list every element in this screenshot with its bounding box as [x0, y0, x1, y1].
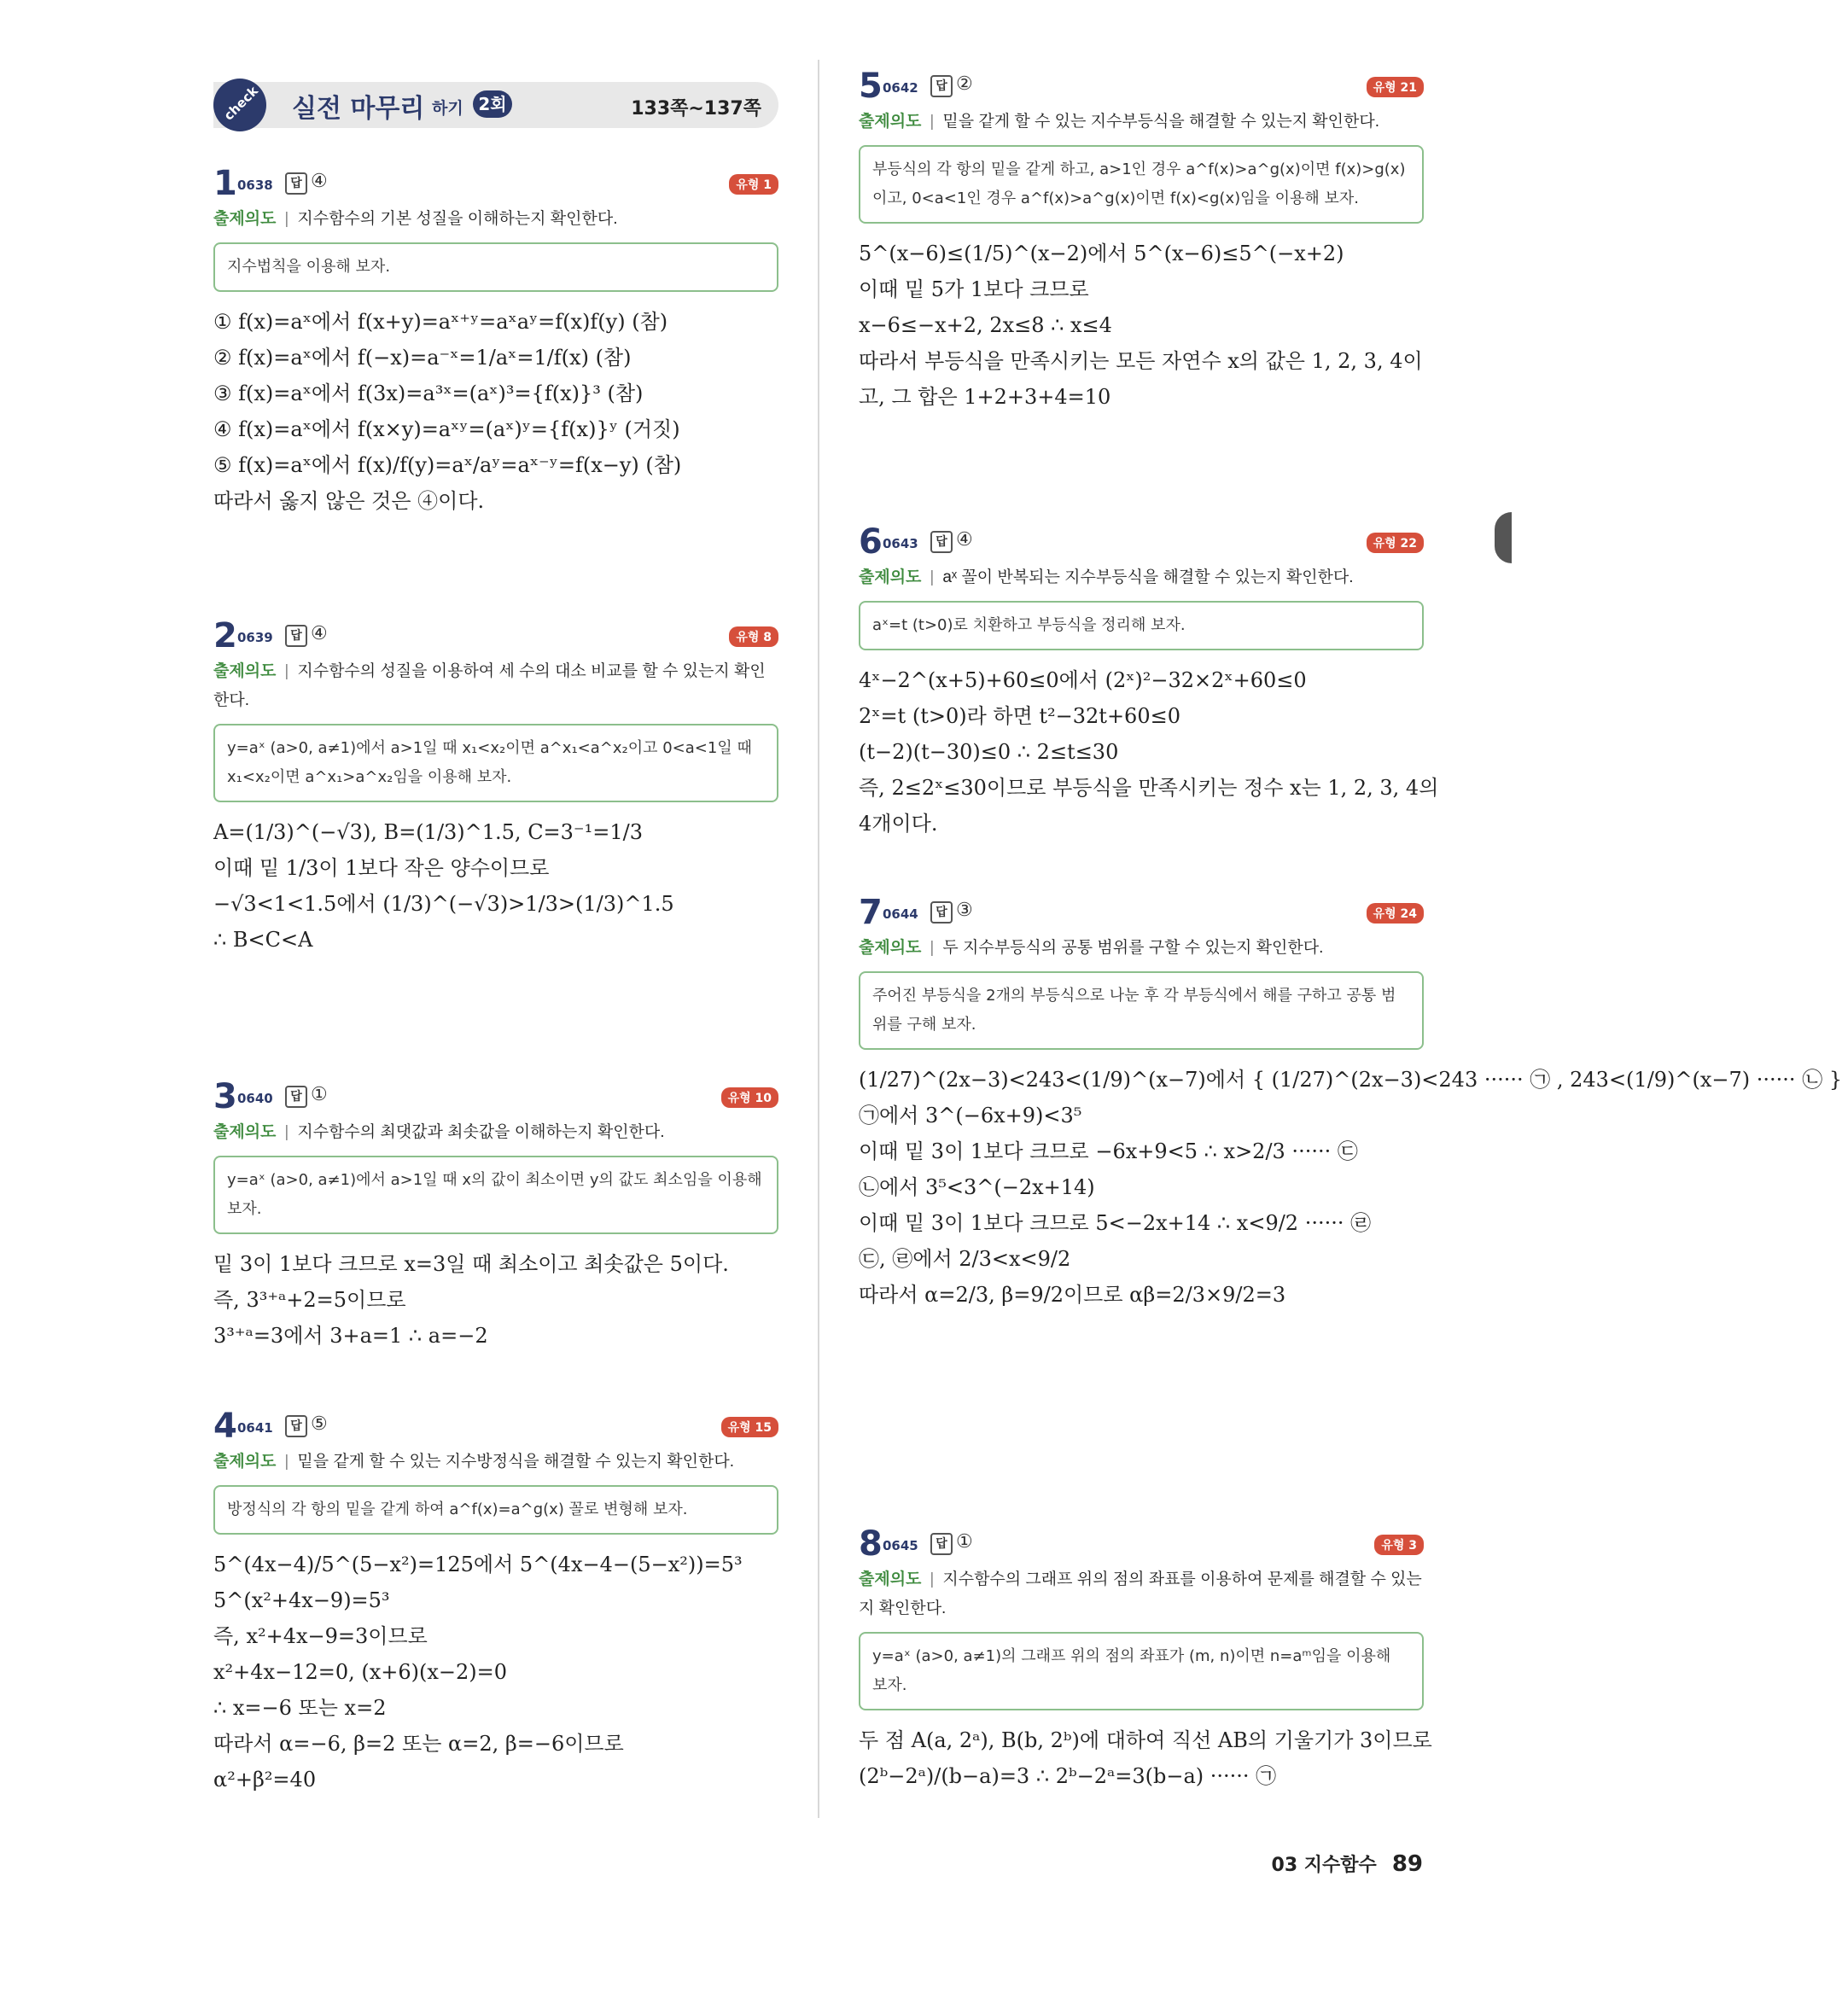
check-label: check: [220, 83, 261, 124]
solution-line: ④ f(x)=aˣ에서 f(x×y)=aˣʸ=(aˣ)ʸ={f(x)}ʸ (거짓): [213, 417, 680, 441]
solution-line: 따라서 옳지 않은 것은 ④이다.: [213, 489, 485, 513]
solution: [859, 1722, 1432, 1794]
solution-line: ㉠에서 3^(−6x+9)<3⁵: [859, 1104, 1082, 1127]
solution-line: (2ᵇ−2ᵃ)/(b−a)=3 ∴ 2ᵇ−2ᵃ=3(b−a) ······ ㉠: [859, 1764, 1277, 1788]
hint-box: 방정식의 각 항의 밑을 같게 하여 a^f(x)=a^g(x) 꼴로 변형해 보자.: [213, 1485, 778, 1535]
hint-box: 지수법칙을 이용해 보자.: [213, 242, 778, 292]
intent-text: 밑을 같게 할 수 있는 지수방정식을 해결할 수 있는지 확인한다.: [297, 1453, 734, 1471]
intent-line: 출제의도 | 지수함수의 그래프 위의 점의 좌표를 이용하여 문제를 해결할 수 있는지 확인한다.: [859, 1570, 1422, 1617]
solution-line: 이때 밑 3이 1보다 크므로 5<−2x+14 ∴ x<9/2 ······ ㉣: [859, 1211, 1372, 1235]
intent-label: 출제의도: [213, 662, 277, 680]
solution-line: 즉, 3³⁺ᵃ+2=5이므로: [213, 1288, 406, 1312]
answer-label: 답: [930, 531, 953, 553]
problem-8: [859, 1524, 1432, 1794]
solution-line: (t−2)(t−30)≤0 ∴ 2≤t≤30: [859, 740, 1119, 764]
header-title-suffix: 하기: [432, 99, 463, 118]
problem-code: 0639: [237, 630, 273, 645]
solution-line: 따라서 부등식을 만족시키는 모든 자연수 x의 값은 1, 2, 3, 4이: [859, 349, 1423, 373]
problem-code: 0644: [883, 906, 918, 922]
problem-7: [859, 893, 1842, 1313]
intent-label: 출제의도: [213, 210, 277, 228]
intent-line: 출제의도 | 지수함수의 기본 성질을 이해하는지 확인한다.: [213, 210, 618, 228]
problem-3: [213, 1077, 778, 1354]
type-tag: 유형 22: [1367, 533, 1424, 553]
solution: [213, 1246, 778, 1354]
solution-line: ⑤ f(x)=aˣ에서 f(x)/f(y)=aˣ/aʸ=aˣ⁻ʸ=f(x−y) (참): [213, 453, 682, 477]
problem-header: [859, 67, 1424, 104]
check-badge: [213, 79, 266, 131]
type-tag: 유형 1: [729, 174, 778, 195]
solution-line: ㉢, ㉣에서 2/3<x<9/2: [859, 1247, 1071, 1271]
problem-number: 8: [859, 1524, 883, 1564]
solution-line: A=(1/3)^(−√3), B=(1/3)^1.5, C=3⁻¹=1/3: [213, 820, 643, 844]
intent-line: 출제의도 | 두 지수부등식의 공통 범위를 구할 수 있는지 확인한다.: [859, 939, 1324, 957]
problem-code: 0640: [237, 1091, 273, 1106]
solution-line: 이때 밑 1/3이 1보다 작은 양수이므로: [213, 856, 550, 880]
solution-line: 따라서 α=−6, β=2 또는 α=2, β=−6이므로: [213, 1732, 624, 1756]
intent-text: 두 지수부등식의 공통 범위를 구할 수 있는지 확인한다.: [942, 939, 1324, 957]
solution-line: 4개이다.: [859, 812, 938, 836]
intent-line: 출제의도 | 밑을 같게 할 수 있는 지수부등식을 해결할 수 있는지 확인한다.: [859, 113, 1379, 131]
answer-value: ③: [956, 900, 973, 921]
intent-text: 지수함수의 성질을 이용하여 세 수의 대소 비교를 할 수 있는지 확인한다.: [213, 662, 766, 709]
solution: [213, 814, 778, 958]
hint-box: y=aˣ (a>0, a≠1)에서 a>1일 때 x₁<x₂이면 a^x₁<a^x₂이고 0<a<1일 때 x₁<x₂이면 a^x₁>a^x₂임을 이용해 보자.: [213, 724, 778, 802]
intent-text: 지수함수의 최댓값과 최솟값을 이해하는지 확인한다.: [297, 1123, 665, 1141]
answer-value: ④: [311, 171, 328, 192]
problem-header: [859, 893, 1424, 930]
answer-value: ①: [311, 1084, 328, 1105]
type-tag: 유형 24: [1367, 903, 1424, 924]
intent-text: 지수함수의 기본 성질을 이해하는지 확인한다.: [297, 210, 618, 228]
intent-label: 출제의도: [859, 568, 922, 586]
hint-box: y=aˣ (a>0, a≠1)에서 a>1일 때 x의 값이 최소이면 y의 값도 최소임을 이용해 보자.: [213, 1156, 778, 1234]
problem-header: [213, 1077, 778, 1115]
solution: [859, 662, 1439, 842]
answer-label: 답: [930, 901, 953, 924]
solution-line: −√3<1<1.5에서 (1/3)^(−√3)>1/3>(1/3)^1.5: [213, 892, 674, 916]
solution: [859, 1062, 1842, 1313]
problem-number: 4: [213, 1407, 237, 1446]
answer-label: 답: [930, 75, 953, 97]
side-tab: [1495, 512, 1512, 563]
answer-label: 답: [285, 1415, 307, 1437]
column-divider: [818, 60, 819, 1818]
problem-code: 0638: [237, 178, 273, 193]
solution-line: 두 점 A(a, 2ᵃ), B(b, 2ᵇ)에 대하여 직선 AB의 기울기가 3이므로: [859, 1728, 1432, 1752]
problem-5: [859, 67, 1424, 415]
type-tag: 유형 8: [729, 626, 778, 647]
intent-label: 출제의도: [859, 1570, 922, 1588]
page-footer: [1272, 1850, 1423, 1877]
answer-value: ⑤: [311, 1413, 328, 1435]
header-title: 실전 마무리: [292, 94, 425, 124]
answer-label: 답: [285, 172, 307, 195]
solution-line: 밑 3이 1보다 크므로 x=3일 때 최소이고 최솟값은 5이다.: [213, 1252, 729, 1276]
solution: [213, 304, 778, 519]
solution-line: ∴ B<C<A: [213, 928, 313, 952]
solution-line: ∴ x=−6 또는 x=2: [213, 1696, 387, 1720]
problem-header: [213, 164, 778, 201]
solution-line: ③ f(x)=aˣ에서 f(3x)=a³ˣ=(aˣ)³={f(x)}³ (참): [213, 382, 644, 405]
solution-line: 따라서 α=2/3, β=9/2이므로 αβ=2/3×9/2=3: [859, 1283, 1286, 1307]
solution-line: ㉡에서 3⁵<3^(−2x+14): [859, 1175, 1095, 1199]
type-tag: 유형 21: [1367, 77, 1424, 97]
problem-header: [859, 522, 1424, 560]
solution-line: 즉, x²+4x−9=3이므로: [213, 1624, 428, 1648]
page-range: 133쪽~137쪽: [631, 98, 761, 119]
solution-line: α²+β²=40: [213, 1768, 317, 1792]
hint-box: 부등식의 각 항의 밑을 같게 하고, a>1인 경우 a^f(x)>a^g(x)이면 f(x)>g(x)이고, 0<a<1인 경우 a^f(x)>a^g(x)이면 f(x)<g(x)임을 이용해 보자.: [859, 145, 1424, 224]
intent-label: 출제의도: [859, 939, 922, 957]
solution-line: 5^(x−6)≤(1/5)^(x−2)에서 5^(x−6)≤5^(−x+2): [859, 242, 1344, 265]
answer-value: ④: [956, 529, 973, 551]
problem-number: 1: [213, 164, 237, 203]
solution-line: x−6≤−x+2, 2x≤8 ∴ x≤4: [859, 313, 1112, 337]
answer-label: 답: [930, 1533, 953, 1555]
problem-header: [859, 1524, 1424, 1562]
intent-line: 출제의도 | 지수함수의 성질을 이용하여 세 수의 대소 비교를 할 수 있는지 확인한다.: [213, 662, 766, 709]
problem-1: [213, 164, 778, 519]
problem-number: 6: [859, 522, 883, 562]
solution-line: ① f(x)=aˣ에서 f(x+y)=aˣ⁺ʸ=aˣaʸ=f(x)f(y) (참): [213, 310, 668, 334]
problem-number: 2: [213, 616, 237, 655]
solution: [213, 1547, 778, 1798]
solution-line: ② f(x)=aˣ에서 f(−x)=a⁻ˣ=1/aˣ=1/f(x) (참): [213, 346, 632, 370]
problem-code: 0643: [883, 536, 918, 551]
problem-code: 0642: [883, 80, 918, 96]
solution-line: 이때 밑 5가 1보다 크므로: [859, 277, 1089, 301]
type-tag: 유형 15: [721, 1417, 778, 1437]
intent-text: aˣ 꼴이 반복되는 지수부등식을 해결할 수 있는지 확인한다.: [942, 568, 1354, 586]
hint-box: 주어진 부등식을 2개의 부등식으로 나눈 후 각 부등식에서 해를 구하고 공통 범위를 구해 보자.: [859, 971, 1424, 1050]
type-tag: 유형 10: [721, 1087, 778, 1108]
problem-2: [213, 616, 778, 958]
problem-4: [213, 1407, 778, 1798]
solution-line: 고, 그 합은 1+2+3+4=10: [859, 385, 1111, 409]
hint-box: aˣ=t (t>0)로 치환하고 부등식을 정리해 보자.: [859, 601, 1424, 650]
solution-line: 4ˣ−2^(x+5)+60≤0에서 (2ˣ)²−32×2ˣ+60≤0: [859, 668, 1307, 692]
problem-code: 0641: [237, 1420, 273, 1436]
problem-header: [213, 1407, 778, 1444]
solution-line: 5^(x²+4x−9)=5³: [213, 1588, 390, 1612]
answer-label: 답: [285, 1086, 307, 1108]
solution-line: 3³⁺ᵃ=3에서 3+a=1 ∴ a=−2: [213, 1324, 488, 1348]
intent-text: 지수함수의 그래프 위의 점의 좌표를 이용하여 문제를 해결할 수 있는지 확인한다.: [859, 1570, 1422, 1617]
problem-number: 3: [213, 1077, 237, 1116]
intent-label: 출제의도: [213, 1123, 277, 1141]
solution-line: (1/27)^(2x−3)<243<(1/9)^(x−7)에서 { (1/27)^(2x−3)<243 ······ ㉠ , 243<(1/9)^(x−7) ······ ㉡ }: [859, 1068, 1842, 1092]
problem-header: [213, 616, 778, 654]
solution-line: 즉, 2≤2ˣ≤30이므로 부등식을 만족시키는 정수 x는 1, 2, 3, 4의: [859, 776, 1439, 800]
answer-value: ①: [956, 1531, 973, 1553]
intent-label: 출제의도: [859, 113, 922, 131]
intent-line: 출제의도 | 밑을 같게 할 수 있는 지수방정식을 해결할 수 있는지 확인한다.: [213, 1453, 734, 1471]
intent-text: 밑을 같게 할 수 있는 지수부등식을 해결할 수 있는지 확인한다.: [942, 113, 1379, 131]
type-tag: 유형 3: [1374, 1535, 1424, 1555]
solution-line: 2ˣ=t (t>0)라 하면 t²−32t+60≤0: [859, 704, 1180, 728]
solution-line: 이때 밑 3이 1보다 크므로 −6x+9<5 ∴ x>2/3 ······ ㉢: [859, 1139, 1358, 1163]
problem-number: 7: [859, 893, 883, 932]
round-badge: 2회: [473, 90, 512, 118]
problem-code: 0645: [883, 1538, 918, 1553]
intent-line: 출제의도 | 지수함수의 최댓값과 최솟값을 이해하는지 확인한다.: [213, 1123, 665, 1141]
chapter-label: 03 지수함수: [1271, 1855, 1377, 1876]
intent-label: 출제의도: [213, 1453, 277, 1471]
solution-line: x²+4x−12=0, (x+6)(x−2)=0: [213, 1660, 508, 1684]
section-header: [213, 79, 778, 131]
problem-6: [859, 522, 1439, 842]
answer-value: ②: [956, 73, 973, 95]
page-number: 89: [1391, 1851, 1423, 1877]
problem-number: 5: [859, 67, 883, 106]
solution-line: 5^(4x−4)/5^(5−x²)=125에서 5^(4x−4−(5−x²))=5³: [213, 1553, 743, 1576]
answer-label: 답: [285, 625, 307, 647]
intent-line: 출제의도 | aˣ 꼴이 반복되는 지수부등식을 해결할 수 있는지 확인한다.: [859, 568, 1354, 586]
solution: [859, 236, 1424, 415]
hint-box: y=aˣ (a>0, a≠1)의 그래프 위의 점의 좌표가 (m, n)이면 n=aᵐ임을 이용해 보자.: [859, 1632, 1424, 1710]
answer-value: ④: [311, 623, 328, 644]
